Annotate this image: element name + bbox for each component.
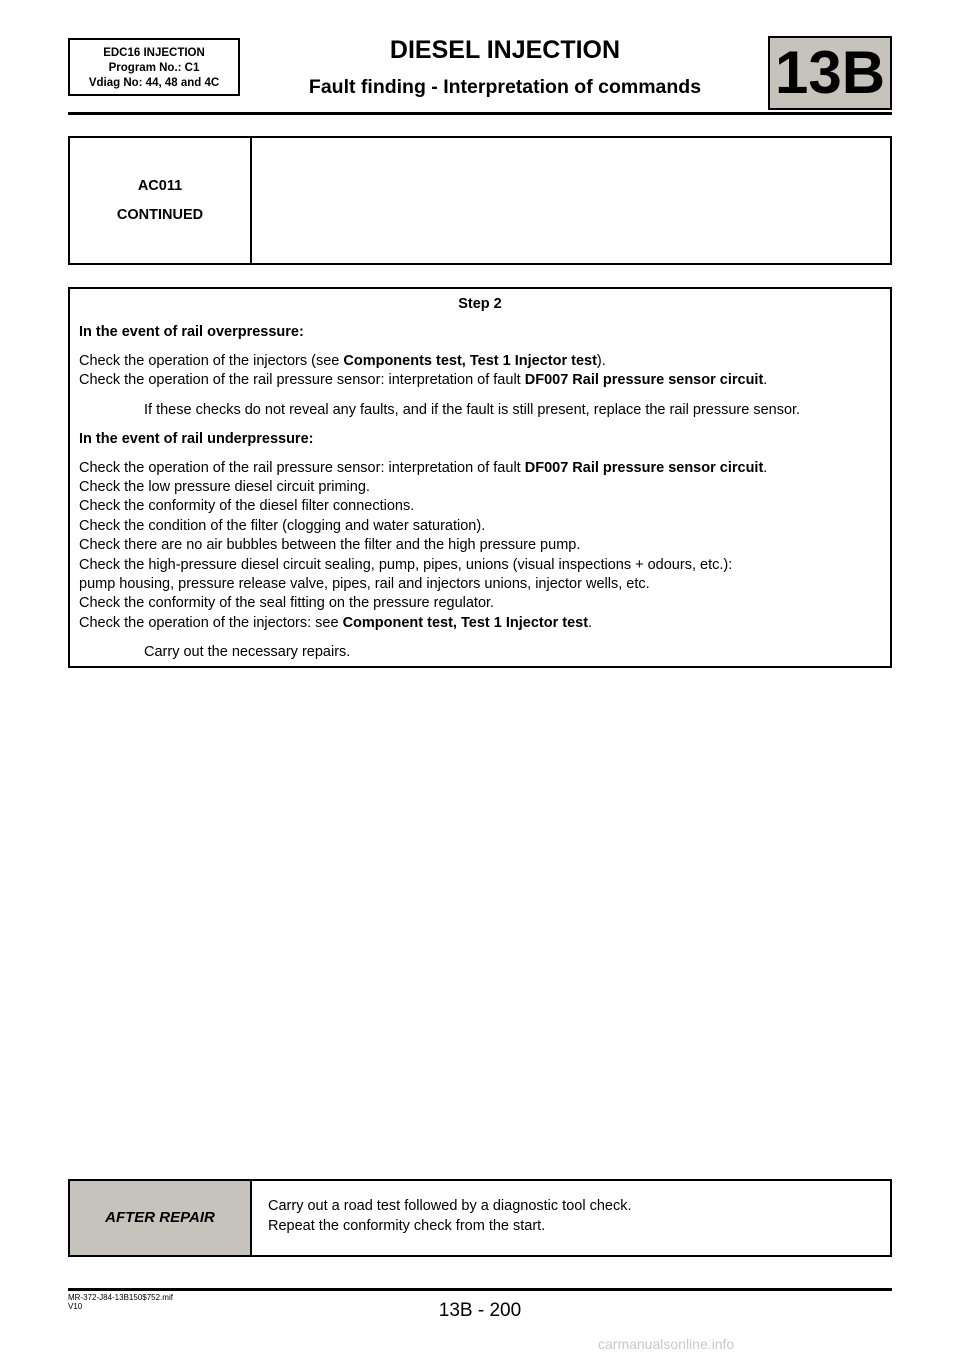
after-repair-line: Repeat the conformity check from the start. — [268, 1218, 546, 1234]
command-label-cell — [70, 138, 252, 263]
footer-ref-line: V10 — [68, 1302, 83, 1311]
section-badge: 13B — [768, 36, 892, 110]
header-info-box — [68, 38, 240, 96]
step-line: Check the operation of the rail pressure sensor: interpretation of fault DF007 Rail pressure sensor circuit. — [79, 460, 768, 476]
page-subtitle: Fault finding - Interpretation of commands — [308, 76, 702, 98]
step-title: Step 2 — [458, 296, 502, 312]
after-repair-box — [68, 1179, 892, 1257]
footer-ref-line: MR-372-J84-13B150$752.mif — [68, 1293, 173, 1302]
after-repair-label: AFTER REPAIR — [70, 1181, 252, 1255]
underpressure-heading: In the event of rail underpressure: — [79, 431, 314, 447]
watermark: carmanualsonline.info — [598, 1336, 735, 1352]
step-line: Check the operation of the rail pressure sensor: interpretation of fault DF007 Rail pressure sensor circuit. — [79, 372, 768, 388]
step-action: If these checks do not reveal any faults, and if the fault is still present, replace the rail pressure sensor. — [144, 402, 801, 418]
step-action: Carry out the necessary repairs. — [144, 644, 351, 660]
step-line: Check the conformity of the seal fitting on the pressure regulator. — [79, 595, 495, 611]
header-info-line: Program No.: C1 — [108, 62, 200, 74]
page-number: 13B - 200 — [438, 1300, 522, 1321]
step-line: pump housing, pressure release valve, pipes, rail and injectors unions, injector wells, etc. — [79, 576, 650, 592]
step-line: Check the operation of the injectors (see Components test, Test 1 Injector test). — [79, 353, 606, 369]
command-box — [68, 136, 892, 265]
step-line: Check the high-pressure diesel circuit sealing, pump, pipes, unions (visual inspections + odours, etc.): — [79, 557, 733, 573]
step-box — [68, 287, 892, 668]
overpressure-heading: In the event of rail overpressure: — [79, 324, 304, 340]
header-divider — [68, 112, 892, 115]
step-line: Check the operation of the injectors: see Component test, Test 1 Injector test. — [79, 615, 593, 631]
header-info-line: EDC16 INJECTION — [103, 47, 205, 59]
step-line: Check the condition of the filter (clogging and water saturation). — [79, 518, 486, 534]
after-repair-line: Carry out a road test followed by a diagnostic tool check. — [268, 1198, 632, 1214]
page-title: DIESEL INJECTION — [389, 36, 621, 64]
step-line: Check the low pressure diesel circuit priming. — [79, 479, 370, 495]
step-line: Check there are no air bubbles between the filter and the high pressure pump. — [79, 537, 581, 553]
command-status: CONTINUED — [116, 207, 204, 223]
header-info-line: Vdiag No: 44, 48 and 4C — [88, 77, 220, 89]
footer-divider — [68, 1288, 892, 1291]
command-code: AC011 — [137, 178, 183, 194]
step-line: Check the conformity of the diesel filter connections. — [79, 498, 415, 514]
